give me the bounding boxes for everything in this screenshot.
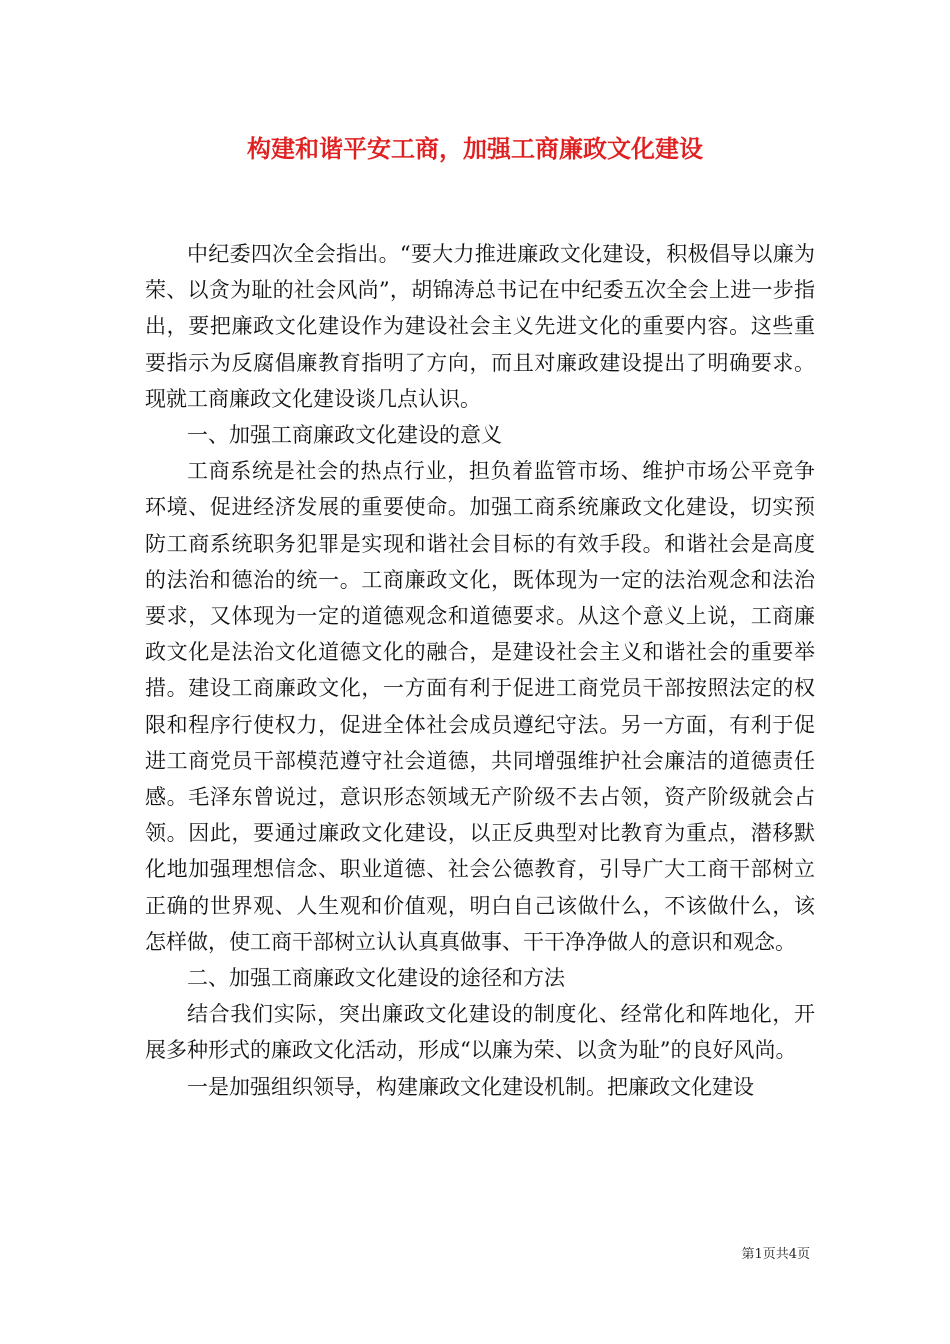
page-number: 第1页共4页 — [741, 1247, 810, 1262]
document-body — [145, 236, 815, 1105]
paragraph-intro: 中纪委四次全会指出。“要大力推进廉政文化建设，积极倡导以廉为荣、以贪为耻的社会风尚”，胡锦涛总书记在中纪委五次全会上进一步指出，要把廉政文化建设作为建设社会主义先进文化的重要内容。这些重要指示为反腐倡廉教育指明了方向，而且对廉政建设提出了明确要求。现就工商廉政文化建设谈几点认识。 — [145, 242, 815, 411]
document-title: 构建和谐平安工商，加强工商廉政文化建设 — [247, 134, 703, 163]
paragraph-point-one: 一是加强组织领导，构建廉政文化建设机制。把廉政文化建设 — [187, 1074, 754, 1099]
section-heading-1: 一、加强工商廉政文化建设的意义 — [187, 423, 502, 448]
paragraph-approach: 结合我们实际，突出廉政文化建设的制度化、经常化和阵地化，开展多种形式的廉政文化活动，形成“以廉为荣、以贪为耻”的良好风尚。 — [145, 1002, 815, 1063]
paragraph-significance: 工商系统是社会的热点行业，担负着监管市场、维护市场公平竞争环境、促进经济发展的重要使命。加强工商系统廉政文化建设，切实预防工商系统职务犯罪是实现和谐社会目标的有效手段。和谐社会是高度的法治和德治的统一。工商廉政文化，既体现为一定的法治观念和法治要求，又体现为一定的道德观念和道德要求。从这个意义上说，工商廉政文化是法治文化道德文化的融合，是建设社会主义和谐社会的重要举措。建设工商廉政文化，一方面有利于促进工商党员干部按照法定的权限和程序行使权力，促进全体社会成员遵纪守法。另一方面，有利于促进工商党员干部模范遵守社会道德，共同增强维护社会廉洁的道德责任感。毛泽东曾说过，意识形态领域无产阶级不去占领，资产阶级就会占领。因此，要通过廉政文化建设，以正反典型对比教育为重点，潜移默化地加强理想信念、职业道德、社会公德教育，引导广大工商干部树立正确的世界观、人生观和价值观，明白自己该做什么，不该做什么，该怎样做，使工商干部树立认认真真做事、干干净净做人的意识和观念。 — [145, 459, 815, 954]
section-heading-2: 二、加强工商廉政文化建设的途径和方法 — [187, 966, 565, 991]
